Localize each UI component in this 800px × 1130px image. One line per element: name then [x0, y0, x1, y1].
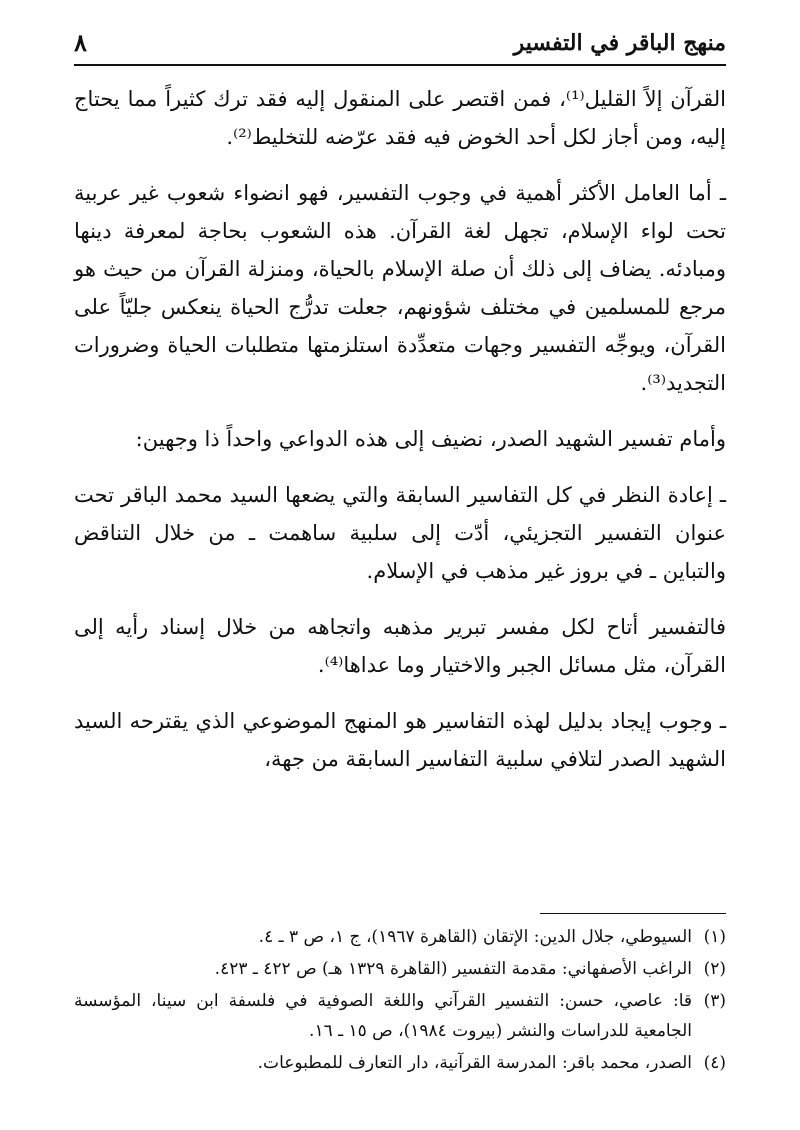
- footnote-number: (٤): [703, 1053, 726, 1073]
- paragraph: ـ إعادة النظر في كل التفاسير السابقة والتي يضعها السيد محمد الباقر تحت عنوان التفسير التجزيئي، أدّت إلى سلبية ساهمت ـ من خلال التناقض والتباين ـ في بروز غير مذهب في الإسلام.: [74, 483, 726, 583]
- footnote-text: الصدر، محمد باقر: المدرسة القرآنية، دار التعارف للمطبوعات.: [257, 1053, 692, 1073]
- footnote-text: السيوطي، جلال الدين: الإتقان (القاهرة ١٩٦٧)، ج ١، ص ٣ ـ ٤.: [258, 927, 692, 947]
- running-title: منهج الباقر في التفسير: [513, 30, 726, 56]
- footnote-separator: [540, 913, 726, 914]
- page-number: ٨: [74, 28, 87, 57]
- footnote-number: (١): [703, 927, 726, 947]
- footnote: [74, 1048, 726, 1078]
- footnotes: [74, 922, 726, 1080]
- footnote-text: الراغب الأصفهاني: مقدمة التفسير (القاهرة ١٣٢٩ هـ) ص ٤٢٢ ـ ٤٢٣.: [214, 959, 692, 979]
- paragraph: وأمام تفسير الشهيد الصدر، نضيف إلى هذه الدواعي واحداً ذا وجهين:: [135, 427, 726, 451]
- running-header: [74, 24, 726, 66]
- main-text: [74, 80, 726, 796]
- footnote: [74, 986, 726, 1046]
- footnote: [74, 922, 726, 952]
- paragraph: القرآن إلاً القليل⁽¹⁾، فمن اقتصر على المنقول إليه فقد ترك كثيراً مما يحتاج إليه، ومن أجاز لكل أحد الخوض فيه فقد عرّضه للتخليط⁽²⁾.: [74, 87, 726, 149]
- footnote: [74, 954, 726, 984]
- paragraph: ـ وجوب إيجاد بدليل لهذه التفاسير هو المنهج الموضوعي الذي يقترحه السيد الشهيد الصدر لتلافي سلبية التفاسير السابقة من جهة،: [74, 709, 726, 771]
- paragraph: فالتفسير أتاح لكل مفسر تبرير مذهبه واتجاهه من خلال إسناد رأيه إلى القرآن، مثل مسائل الجبر والاختيار وما عداها⁽⁴⁾.: [74, 615, 726, 677]
- paragraph: ـ أما العامل الأكثر أهمية في وجوب التفسير، فهو انضواء شعوب غير عربية تحت لواء الإسلام، تجهل لغة القرآن. هذه الشعوب بحاجة لمعرفة دينها ومبادئه. يضاف إلى ذلك أن صلة الإسلام بالحياة، ومنزلة القرآن من حيث هو مرجع للمسلمين في مختلف شؤونهم، جعلت تدرُّج الحياة ينعكس جليّاً على القرآن، ويوجِّه التفسير وجهات متعدِّدة استلزمتها متطلبات الحياة وضرورات التجديد⁽³⁾.: [74, 181, 726, 395]
- footnote-number: (٢): [703, 959, 726, 979]
- footnote-number: (٣): [703, 991, 726, 1011]
- footnote-text: قا: عاصي، حسن: التفسير القرآني واللغة الصوفية في فلسفة ابن سينا، المؤسسة الجامعية للدراسات والنشر (بيروت ١٩٨٤)، ص ١٥ ـ ١٦.: [74, 991, 692, 1041]
